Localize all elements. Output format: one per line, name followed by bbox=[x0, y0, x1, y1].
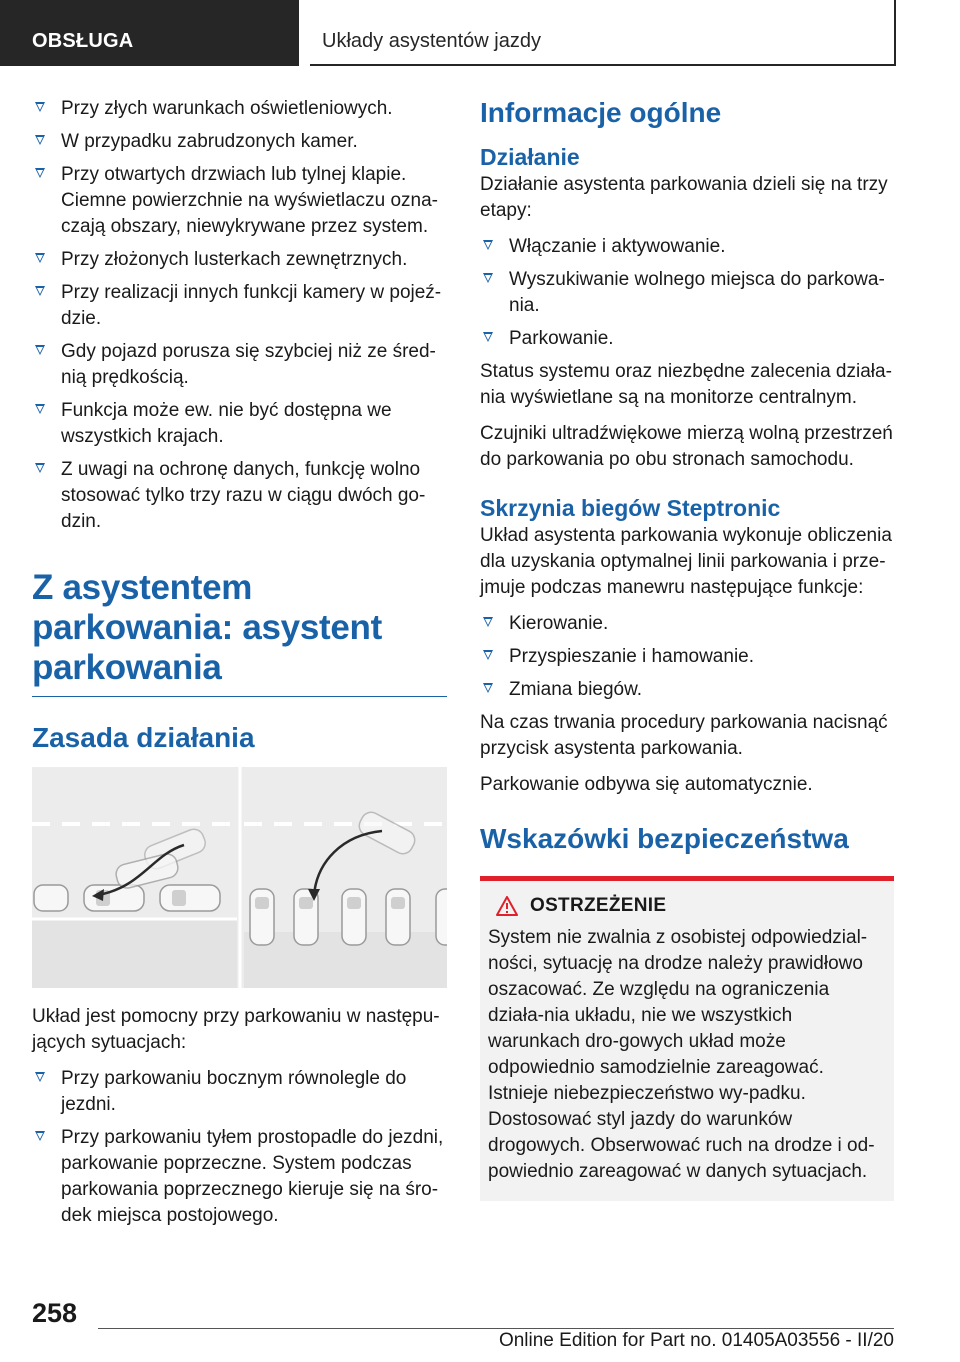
warning-header bbox=[488, 895, 884, 917]
bullet-triangle-icon bbox=[35, 1072, 45, 1082]
warning-box bbox=[480, 876, 894, 1201]
paragraph: Działanie asystenta parkowania dzieli się na trzy etapy: bbox=[480, 174, 888, 221]
situations-list bbox=[32, 1066, 447, 1229]
subheading-steptronic: Skrzynia biegów Steptronic bbox=[480, 495, 781, 521]
list-item: Gdy pojazd porusza się szybciej niż ze śred-nią prędkością. bbox=[32, 339, 447, 391]
warning-triangle-icon bbox=[496, 896, 518, 916]
paragraph: Układ asystenta parkowania wykonuje obliczenia dla uzyskania optymalnej linii parkowania i prze-jmuje podczas manewru następujące funkcje: bbox=[480, 525, 892, 598]
list-item: Z uwagi na ochronę danych, funkcję wolno stosować tylko trzy razu w ciągu dwóch go-dzin. bbox=[32, 457, 447, 535]
info-heading: Informacje ogólne bbox=[480, 97, 722, 128]
bullet-triangle-icon bbox=[35, 135, 45, 145]
list-item: Przyspieszanie i hamowanie. bbox=[480, 644, 894, 670]
section-tab bbox=[0, 0, 299, 66]
list-item: W przypadku zabrudzonych kamer. bbox=[32, 129, 447, 155]
warning-label: OSTRZEŻENIE bbox=[530, 895, 667, 916]
safety-heading: Wskazówki bezpieczeństwa bbox=[480, 823, 849, 854]
chapter-tab bbox=[310, 0, 896, 66]
bullet-triangle-icon bbox=[483, 240, 493, 250]
paragraph: Status systemu oraz niezbędne zalecenia działa-nia wyświetlane są na monitorze centralnym. bbox=[480, 361, 892, 408]
list-item: Przy złych warunkach oświetleniowych. bbox=[32, 96, 447, 122]
list-item: Funkcja może ew. nie być dostępna we wszystkich krajach. bbox=[32, 398, 447, 450]
list-item: Wyszukiwanie wolnego miejsca do parkowa-nia. bbox=[480, 267, 894, 319]
section-heading: Zasada działania bbox=[32, 722, 255, 753]
bullet-triangle-icon bbox=[483, 273, 493, 283]
bullet-triangle-icon bbox=[483, 650, 493, 660]
page-number: 258 bbox=[32, 1298, 78, 1328]
paragraph: Parkowanie odbywa się automatycznie. bbox=[480, 774, 813, 795]
main-title: Z asystentem parkowania: asystent parkowania bbox=[32, 568, 447, 697]
bullet-triangle-icon bbox=[35, 102, 45, 112]
section-title: OBSŁUGA bbox=[32, 30, 134, 52]
subheading-function: Działanie bbox=[480, 144, 580, 170]
functions-list bbox=[480, 611, 894, 703]
chapter-title: Układy asystentów jazdy bbox=[322, 30, 541, 52]
paragraph: Na czas trwania procedury parkowania nacisnąć przycisk asystenta parkowania. bbox=[480, 712, 888, 759]
bullet-triangle-icon bbox=[35, 345, 45, 355]
paragraph: Czujniki ultradźwiękowe mierzą wolną przestrzeń do parkowania po obu stronach samochodu. bbox=[480, 423, 893, 470]
bullet-triangle-icon bbox=[483, 617, 493, 627]
stages-list bbox=[480, 234, 894, 352]
list-item: Zmiana biegów. bbox=[480, 677, 894, 703]
warning-text: System nie zwalnia z osobistej odpowiedzial-ności, sytuację na drodze należy prawidłowo oszacować. Ze względu na ograniczenia działa-nia układu, nie we wszystkich warunkach dro-gowych układ może odpowiednio samodzielnie zareagować. Istnieje niebezpieczeństwo wy-padku. Dostosować styl jazdy do warunków drogowych. Obserwować ruch na drodze i od-powiednio zareagować w danych sytuacjach. bbox=[488, 927, 875, 1182]
footer-divider bbox=[98, 1328, 894, 1329]
bullet-triangle-icon bbox=[35, 253, 45, 263]
limitations-list bbox=[32, 96, 447, 535]
footer-edition: Online Edition for Part no. 01405A03556 - II/20 bbox=[498, 1330, 894, 1351]
intro-text: Układ jest pomocny przy parkowaniu w następu-jących sytuacjach: bbox=[32, 1006, 440, 1053]
list-item: Parkowanie. bbox=[480, 326, 894, 352]
list-item: Przy złożonych lusterkach zewnętrznych. bbox=[32, 247, 447, 273]
right-column bbox=[480, 96, 894, 1201]
bullet-triangle-icon bbox=[483, 683, 493, 693]
parking-diagram-svg bbox=[32, 767, 447, 988]
left-column bbox=[32, 96, 447, 1236]
parking-illustration bbox=[32, 767, 447, 988]
bullet-triangle-icon bbox=[35, 1131, 45, 1141]
list-item: Kierowanie. bbox=[480, 611, 894, 637]
list-item: Włączanie i aktywowanie. bbox=[480, 234, 894, 260]
list-item: Przy parkowaniu tyłem prostopadle do jezdni, parkowanie poprzeczne. System podczas parkowania poprzecznego kieruje się na śro-dek miejsca postojowego. bbox=[32, 1125, 447, 1229]
bullet-triangle-icon bbox=[35, 463, 45, 473]
bullet-triangle-icon bbox=[483, 332, 493, 342]
bullet-triangle-icon bbox=[35, 168, 45, 178]
list-item: Przy otwartych drzwiach lub tylnej klapie. Ciemne powierzchnie na wyświetlaczu ozna-czają obszary, niewykrywane przez system. bbox=[32, 162, 447, 240]
list-item: Przy realizacji innych funkcji kamery w pojeź-dzie. bbox=[32, 280, 447, 332]
bullet-triangle-icon bbox=[35, 286, 45, 296]
bullet-triangle-icon bbox=[35, 404, 45, 414]
list-item: Przy parkowaniu bocznym równolegle do jezdni. bbox=[32, 1066, 447, 1118]
